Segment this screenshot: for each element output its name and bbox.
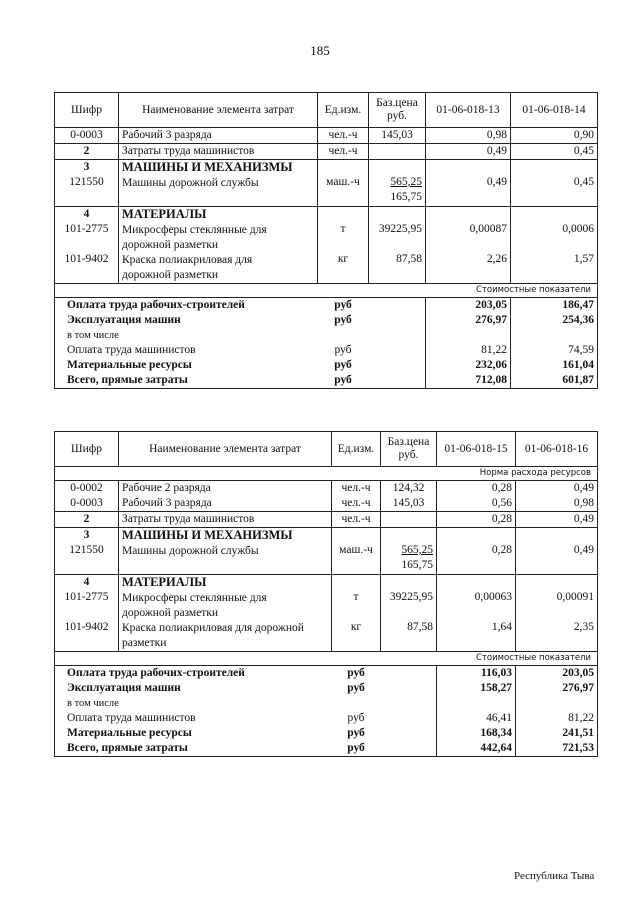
cost-row: Оплата труда машинистов руб 81,22 74,59 (55, 343, 598, 358)
section-code: 4 (83, 576, 90, 588)
table-row: 0-0003 Рабочий 3 разряда чел.-ч 145,03 0,98 0,90 (55, 128, 598, 144)
header-price: Баз.цена руб. (369, 93, 426, 128)
table-row: 0-0003 Рабочий 3 разряда чел.-ч 145,03 0,56 0,98 (55, 496, 598, 512)
table-row: 0-0002 Рабочие 2 разряда чел.-ч 124,32 0,28 0,49 (55, 481, 598, 497)
table-header-row (55, 432, 598, 467)
table-row: 2 Затраты труда машинистов чел.-ч 0,28 0,49 (55, 512, 598, 528)
section-code: 4 (83, 208, 90, 220)
materials-section-row: 4 101-2775 101-9402 МАТЕРИАЛЫ Микросферы стеклянные для дорожной разметки Краска полиакриловая для дорожной разметки т кг 39225,95 87,58 0,00087 2,26 0,0006 1,57 (55, 207, 598, 284)
cost-row: Материальные ресурсы руб 168,34 241,51 (55, 726, 598, 741)
header-unit: Ед.изм. (318, 93, 369, 128)
resource-table-1 (54, 92, 598, 389)
header-unit: Ед.изм. (332, 432, 381, 467)
cost-row: в том числе (55, 328, 598, 343)
section-code: 3 (83, 161, 90, 173)
cost-row: Оплата труда машинистов руб 46,41 81,22 (55, 711, 598, 726)
header-col-b: 01-06-018-14 (511, 93, 598, 128)
cost-row: Всего, прямые затраты руб 712,08 601,87 (55, 373, 598, 389)
cost-row: Оплата труда рабочих-строителей руб 116,03 203,05 (55, 666, 598, 682)
header-price: Баз.цена руб. (381, 432, 437, 467)
header-code: Шифр (55, 432, 119, 467)
section-code: 3 (83, 529, 90, 541)
section-title: МАТЕРИАЛЫ (122, 575, 207, 589)
cost-row: Оплата труда рабочих-строителей руб 203,05 186,47 (55, 298, 598, 314)
table-header-row (55, 93, 598, 128)
section-title: МАШИНЫ И МЕХАНИЗМЫ (122, 160, 293, 174)
cost-indicators-label: Стоимостные показатели (55, 284, 598, 298)
header-code: Шифр (55, 93, 119, 128)
resource-norm-label: Норма расхода ресурсов (55, 467, 598, 481)
header-col-a: 01-06-018-13 (426, 93, 511, 128)
page-number: 185 (310, 43, 330, 58)
materials-section-row: 4 101-2775 101-9402 МАТЕРИАЛЫ Микросферы стеклянные для дорожной разметки Краска полиакриловая для дорожной разметки т кг 39225,95 87,58 0,00063 1,64 0,00091 2,35 (55, 575, 598, 652)
cost-row: Всего, прямые затраты руб 442,64 721,53 (55, 741, 598, 757)
cost-row: в том числе (55, 696, 598, 711)
resource-table-2 (54, 431, 598, 757)
header-col-a: 01-06-018-15 (437, 432, 516, 467)
cost-row: Эксплуатация машин руб 276,97 254,36 (55, 313, 598, 328)
table-row: 2 Затраты труда машинистов чел.-ч 0,49 0,45 (55, 144, 598, 160)
header-name: Наименование элемента затрат (119, 432, 332, 467)
header-name: Наименование элемента затрат (119, 93, 318, 128)
cost-row: Эксплуатация машин руб 158,27 276,97 (55, 681, 598, 696)
machines-section-row: 3 121550 МАШИНЫ И МЕХАНИЗМЫ Машины дорожной службы маш.-ч 565,25 165,75 0,28 0,49 (55, 528, 598, 575)
page-footer: Республика Тыва (514, 870, 595, 882)
header-col-b: 01-06-018-16 (516, 432, 598, 467)
machines-section-row: 3 121550 МАШИНЫ И МЕХАНИЗМЫ Машины дорожной службы маш.-ч 565,25 165,75 0,49 0,45 (55, 160, 598, 207)
section-title: МАТЕРИАЛЫ (122, 207, 207, 221)
cost-row: Материальные ресурсы руб 232,06 161,04 (55, 358, 598, 373)
cost-indicators-label: Стоимостные показатели (55, 652, 598, 666)
section-title: МАШИНЫ И МЕХАНИЗМЫ (122, 528, 293, 542)
